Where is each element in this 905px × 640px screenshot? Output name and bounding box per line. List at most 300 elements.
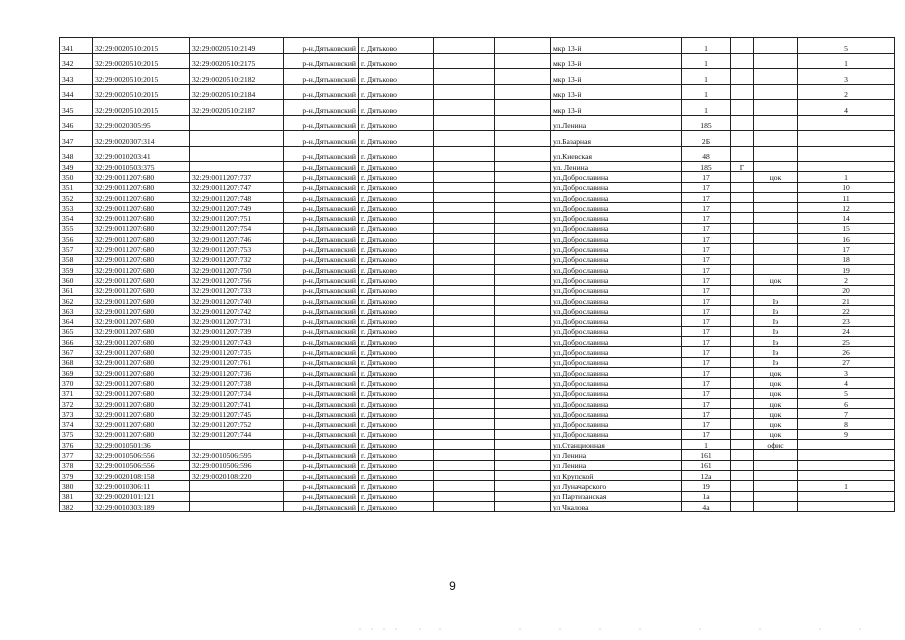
apartment-number-cell <box>798 440 895 450</box>
building-letter-cell <box>731 254 754 264</box>
empty-cell <box>434 378 495 388</box>
district-cell: р-н.Дятьковский <box>284 192 359 202</box>
empty-cell <box>495 244 551 254</box>
premises-cadastral-number-cell: 32:29:0011207:738 <box>190 378 284 388</box>
apartment-number-cell: 2 <box>798 84 895 100</box>
empty-cell <box>495 84 551 100</box>
city-cell: г. Дятьково <box>359 234 434 244</box>
floor-note-cell <box>754 192 798 202</box>
floor-note-cell <box>754 100 798 116</box>
district-cell: р-н.Дятьковский <box>284 357 359 367</box>
district-cell: р-н.Дятьковский <box>284 84 359 100</box>
cadastral-number-cell: 32:29:0011207:680 <box>93 306 190 316</box>
house-number-cell: 17 <box>682 378 731 388</box>
city-cell: г. Дятьково <box>359 162 434 172</box>
table-row <box>60 285 895 295</box>
house-number-cell: 185 <box>682 162 731 172</box>
empty-cell <box>434 481 495 491</box>
cadastral-number-cell: 32:29:0011207:680 <box>93 182 190 192</box>
cadastral-number-cell: 32:29:0010203:41 <box>93 146 190 162</box>
district-cell: р-н.Дятьковский <box>284 388 359 398</box>
city-cell: г. Дятьково <box>359 450 434 460</box>
floor-note-cell <box>754 470 798 480</box>
table-row <box>60 419 895 429</box>
city-cell: г. Дятьково <box>359 357 434 367</box>
premises-cadastral-number-cell: 32:29:0011207:731 <box>190 316 284 326</box>
table-row <box>60 481 895 491</box>
apartment-number-cell: 17 <box>798 244 895 254</box>
city-cell: г. Дятьково <box>359 213 434 223</box>
street-cell: ул Партизанская <box>551 491 682 501</box>
building-letter-cell <box>731 223 754 233</box>
empty-cell <box>495 460 551 470</box>
premises-cadastral-number-cell: 32:29:0011207:761 <box>190 357 284 367</box>
cadastral-number-cell: 32:29:0011207:680 <box>93 388 190 398</box>
cadastral-number-cell: 32:29:0020510:2015 <box>93 84 190 100</box>
street-cell: мкр 13-й <box>551 53 682 69</box>
house-number-cell: 17 <box>682 234 731 244</box>
empty-cell <box>434 115 495 131</box>
house-number-cell: 17 <box>682 398 731 408</box>
district-cell: р-н.Дятьковский <box>284 223 359 233</box>
apartment-number-cell <box>798 115 895 131</box>
district-cell: р-н.Дятьковский <box>284 182 359 192</box>
city-cell: г. Дятьково <box>359 254 434 264</box>
district-cell: р-н.Дятьковский <box>284 378 359 388</box>
house-number-cell: 17 <box>682 192 731 202</box>
street-cell: мкр 13-й <box>551 100 682 116</box>
street-cell: ул.Станционная <box>551 440 682 450</box>
building-letter-cell <box>731 440 754 450</box>
row-number-cell: 381 <box>60 491 93 501</box>
district-cell: р-н.Дятьковский <box>284 295 359 305</box>
district-cell: р-н.Дятьковский <box>284 419 359 429</box>
row-number-cell: 355 <box>60 223 93 233</box>
house-number-cell: 17 <box>682 409 731 419</box>
table-row <box>60 501 895 511</box>
empty-cell <box>434 244 495 254</box>
street-cell: мкр 13-й <box>551 84 682 100</box>
row-number-cell: 364 <box>60 316 93 326</box>
premises-cadastral-number-cell: 32:29:0020510:2182 <box>190 69 284 85</box>
district-cell: р-н.Дятьковский <box>284 440 359 450</box>
cadastral-number-cell: 32:29:0011207:680 <box>93 337 190 347</box>
apartment-number-cell: 4 <box>798 100 895 116</box>
empty-cell <box>495 162 551 172</box>
floor-note-cell: Iэ <box>754 306 798 316</box>
row-number-cell: 352 <box>60 192 93 202</box>
floor-note-cell: цок <box>754 398 798 408</box>
premises-cadastral-number-cell: 32:29:0020510:2187 <box>190 100 284 116</box>
empty-cell <box>495 213 551 223</box>
apartment-number-cell: 9 <box>798 429 895 439</box>
empty-cell <box>434 131 495 147</box>
premises-cadastral-number-cell: 32:29:0011207:756 <box>190 275 284 285</box>
empty-cell <box>495 357 551 367</box>
table-row <box>60 306 895 316</box>
apartment-number-cell <box>798 460 895 470</box>
street-cell: ул.Доброславина <box>551 244 682 254</box>
premises-cadastral-number-cell: 32:29:0011207:751 <box>190 213 284 223</box>
street-cell: ул.Доброславина <box>551 306 682 316</box>
street-cell: ул.Доброславина <box>551 316 682 326</box>
floor-note-cell <box>754 460 798 470</box>
house-number-cell: 17 <box>682 326 731 336</box>
city-cell: г. Дятьково <box>359 316 434 326</box>
cadastral-number-cell: 32:29:0020101:121 <box>93 491 190 501</box>
house-number-cell: 17 <box>682 254 731 264</box>
floor-note-cell: цок <box>754 419 798 429</box>
row-number-cell: 370 <box>60 378 93 388</box>
house-number-cell: 1 <box>682 100 731 116</box>
empty-cell <box>495 306 551 316</box>
district-cell: р-н.Дятьковский <box>284 213 359 223</box>
empty-cell <box>434 337 495 347</box>
district-cell: р-н.Дятьковский <box>284 244 359 254</box>
row-number-cell: 344 <box>60 84 93 100</box>
street-cell: ул.Доброславина <box>551 192 682 202</box>
empty-cell <box>434 491 495 501</box>
house-number-cell: 17 <box>682 285 731 295</box>
empty-cell <box>434 285 495 295</box>
city-cell: г. Дятьково <box>359 264 434 274</box>
empty-cell <box>434 182 495 192</box>
floor-note-cell: цок <box>754 409 798 419</box>
district-cell: р-н.Дятьковский <box>284 234 359 244</box>
house-number-cell: 17 <box>682 419 731 429</box>
floor-note-cell: Iэ <box>754 295 798 305</box>
city-cell: г. Дятьково <box>359 223 434 233</box>
apartment-number-cell: 7 <box>798 409 895 419</box>
row-number-cell: 358 <box>60 254 93 264</box>
street-cell: ул.Доброславина <box>551 223 682 233</box>
floor-note-cell <box>754 203 798 213</box>
row-number-cell: 356 <box>60 234 93 244</box>
district-cell: р-н.Дятьковский <box>284 285 359 295</box>
building-letter-cell <box>731 378 754 388</box>
row-number-cell: 342 <box>60 53 93 69</box>
building-letter-cell <box>731 38 754 54</box>
table-row <box>60 357 895 367</box>
empty-cell <box>495 440 551 450</box>
building-letter-cell <box>731 419 754 429</box>
apartment-number-cell <box>798 146 895 162</box>
cadastral-number-cell: 32:29:0011207:680 <box>93 357 190 367</box>
city-cell: г. Дятьково <box>359 131 434 147</box>
empty-cell <box>495 481 551 491</box>
table-row <box>60 254 895 264</box>
empty-cell <box>434 470 495 480</box>
street-cell: ул.Доброславина <box>551 326 682 336</box>
table-row <box>60 146 895 162</box>
empty-cell <box>495 491 551 501</box>
row-number-cell: 361 <box>60 285 93 295</box>
cadastral-number-cell: 32:29:0011207:680 <box>93 192 190 202</box>
cadastral-number-cell: 32:29:0011207:680 <box>93 264 190 274</box>
apartment-number-cell: 27 <box>798 357 895 367</box>
row-number-cell: 380 <box>60 481 93 491</box>
city-cell: г. Дятьково <box>359 440 434 450</box>
street-cell: ул.Доброславина <box>551 172 682 182</box>
empty-cell <box>495 69 551 85</box>
empty-cell <box>434 357 495 367</box>
apartment-number-cell: 24 <box>798 326 895 336</box>
premises-cadastral-number-cell: 32:29:0011207:744 <box>190 429 284 439</box>
building-letter-cell <box>731 306 754 316</box>
street-cell: ул.Доброславина <box>551 254 682 264</box>
floor-note-cell: Iэ <box>754 347 798 357</box>
empty-cell <box>434 100 495 116</box>
building-letter-cell <box>731 491 754 501</box>
empty-cell <box>495 285 551 295</box>
building-letter-cell <box>731 100 754 116</box>
street-cell: ул Луначарского <box>551 481 682 491</box>
building-letter-cell <box>731 429 754 439</box>
empty-cell <box>495 182 551 192</box>
empty-cell <box>495 419 551 429</box>
table-row <box>60 429 895 439</box>
district-cell: р-н.Дятьковский <box>284 337 359 347</box>
row-number-cell: 382 <box>60 501 93 511</box>
premises-cadastral-number-cell: 32:29:0011207:753 <box>190 244 284 254</box>
building-letter-cell <box>731 84 754 100</box>
table-row <box>60 192 895 202</box>
city-cell: г. Дятьково <box>359 100 434 116</box>
apartment-number-cell <box>798 501 895 511</box>
row-number-cell: 347 <box>60 131 93 147</box>
house-number-cell: 17 <box>682 306 731 316</box>
premises-cadastral-number-cell: 32:29:0011207:746 <box>190 234 284 244</box>
empty-cell <box>434 450 495 460</box>
street-cell: ул.Доброславина <box>551 398 682 408</box>
street-cell: ул. Ленина <box>551 162 682 172</box>
building-letter-cell <box>731 326 754 336</box>
street-cell: ул.Киевская <box>551 146 682 162</box>
district-cell: р-н.Дятьковский <box>284 275 359 285</box>
district-cell: р-н.Дятьковский <box>284 254 359 264</box>
apartment-number-cell: 20 <box>798 285 895 295</box>
district-cell: р-н.Дятьковский <box>284 38 359 54</box>
house-number-cell: 1 <box>682 53 731 69</box>
house-number-cell: 17 <box>682 244 731 254</box>
floor-note-cell <box>754 264 798 274</box>
empty-cell <box>495 398 551 408</box>
empty-cell <box>434 419 495 429</box>
empty-cell <box>434 460 495 470</box>
apartment-number-cell <box>798 162 895 172</box>
row-number-cell: 376 <box>60 440 93 450</box>
floor-note-cell <box>754 146 798 162</box>
cadastral-number-cell: 32:29:0010303:189 <box>93 501 190 511</box>
premises-cadastral-number-cell <box>190 146 284 162</box>
district-cell: р-н.Дятьковский <box>284 306 359 316</box>
table-row <box>60 367 895 377</box>
premises-cadastral-number-cell: 32:29:0011207:734 <box>190 388 284 398</box>
apartment-number-cell: 11 <box>798 192 895 202</box>
house-number-cell: 17 <box>682 172 731 182</box>
district-cell: р-н.Дятьковский <box>284 347 359 357</box>
floor-note-cell <box>754 84 798 100</box>
premises-cadastral-number-cell: 32:29:0011207:748 <box>190 192 284 202</box>
floor-note-cell: Iэ <box>754 326 798 336</box>
floor-note-cell <box>754 244 798 254</box>
empty-cell <box>434 306 495 316</box>
empty-cell <box>434 162 495 172</box>
table-row <box>60 295 895 305</box>
empty-cell <box>434 203 495 213</box>
empty-cell <box>495 223 551 233</box>
row-number-cell: 366 <box>60 337 93 347</box>
house-number-cell: 48 <box>682 146 731 162</box>
apartment-number-cell: 10 <box>798 182 895 192</box>
street-cell: ул.Доброславина <box>551 182 682 192</box>
street-cell: ул Ленина <box>551 450 682 460</box>
building-letter-cell <box>731 203 754 213</box>
street-cell: мкр 13-й <box>551 69 682 85</box>
registry-sheet <box>59 37 895 512</box>
floor-note-cell: цок <box>754 378 798 388</box>
city-cell: г. Дятьково <box>359 367 434 377</box>
house-number-cell: 17 <box>682 213 731 223</box>
apartment-number-cell: 18 <box>798 254 895 264</box>
house-number-cell: 17 <box>682 203 731 213</box>
empty-cell <box>434 172 495 182</box>
cadastral-number-cell: 32:29:0020510:2015 <box>93 100 190 116</box>
table-row <box>60 326 895 336</box>
row-number-cell: 379 <box>60 470 93 480</box>
empty-cell <box>434 84 495 100</box>
street-cell: ул Ленина <box>551 460 682 470</box>
apartment-number-cell: 19 <box>798 264 895 274</box>
city-cell: г. Дятьково <box>359 53 434 69</box>
street-cell: ул.Доброславина <box>551 419 682 429</box>
empty-cell <box>434 429 495 439</box>
cadastral-number-cell: 32:29:0010506:556 <box>93 450 190 460</box>
district-cell: р-н.Дятьковский <box>284 131 359 147</box>
house-number-cell: 12а <box>682 470 731 480</box>
floor-note-cell <box>754 182 798 192</box>
empty-cell <box>434 398 495 408</box>
empty-cell <box>495 409 551 419</box>
house-number-cell: 161 <box>682 450 731 460</box>
premises-cadastral-number-cell: 32:29:0020510:2184 <box>190 84 284 100</box>
premises-cadastral-number-cell: 32:29:0020108:220 <box>190 470 284 480</box>
district-cell: р-н.Дятьковский <box>284 367 359 377</box>
row-number-cell: 377 <box>60 450 93 460</box>
premises-cadastral-number-cell <box>190 481 284 491</box>
city-cell: г. Дятьково <box>359 38 434 54</box>
city-cell: г. Дятьково <box>359 337 434 347</box>
cadastral-number-cell: 32:29:0010306:11 <box>93 481 190 491</box>
empty-cell <box>495 367 551 377</box>
city-cell: г. Дятьково <box>359 182 434 192</box>
empty-cell <box>495 470 551 480</box>
premises-cadastral-number-cell: 32:29:0011207:739 <box>190 326 284 336</box>
floor-note-cell <box>754 223 798 233</box>
table-row <box>60 398 895 408</box>
premises-cadastral-number-cell: 32:29:0020510:2175 <box>190 53 284 69</box>
premises-cadastral-number-cell: 32:29:0011207:736 <box>190 367 284 377</box>
street-cell: ул.Доброславина <box>551 429 682 439</box>
registry-rows <box>60 38 895 512</box>
table-row <box>60 347 895 357</box>
table-row <box>60 131 895 147</box>
floor-note-cell <box>754 501 798 511</box>
cadastral-number-cell: 32:29:0011207:680 <box>93 254 190 264</box>
empty-cell <box>495 347 551 357</box>
cadastral-number-cell: 32:29:0011207:680 <box>93 275 190 285</box>
street-cell: ул.Доброславина <box>551 409 682 419</box>
row-number-cell: 373 <box>60 409 93 419</box>
row-number-cell: 374 <box>60 419 93 429</box>
floor-note-cell: Iэ <box>754 316 798 326</box>
floor-note-cell <box>754 38 798 54</box>
city-cell: г. Дятьково <box>359 398 434 408</box>
city-cell: г. Дятьково <box>359 491 434 501</box>
building-letter-cell <box>731 357 754 367</box>
house-number-cell: 161 <box>682 460 731 470</box>
floor-note-cell: цок <box>754 172 798 182</box>
building-letter-cell <box>731 450 754 460</box>
apartment-number-cell <box>798 491 895 501</box>
cadastral-number-cell: 32:29:0011207:680 <box>93 347 190 357</box>
row-number-cell: 363 <box>60 306 93 316</box>
city-cell: г. Дятьково <box>359 69 434 85</box>
building-letter-cell <box>731 146 754 162</box>
row-number-cell: 343 <box>60 69 93 85</box>
scan-artifact-dots <box>0 626 905 632</box>
floor-note-cell <box>754 69 798 85</box>
house-number-cell: 17 <box>682 316 731 326</box>
premises-cadastral-number-cell: 32:29:0011207:740 <box>190 295 284 305</box>
table-row <box>60 409 895 419</box>
floor-note-cell: офис <box>754 440 798 450</box>
city-cell: г. Дятьково <box>359 429 434 439</box>
building-letter-cell <box>731 115 754 131</box>
district-cell: р-н.Дятьковский <box>284 429 359 439</box>
premises-cadastral-number-cell: 32:29:0011207:742 <box>190 306 284 316</box>
city-cell: г. Дятьково <box>359 501 434 511</box>
district-cell: р-н.Дятьковский <box>284 491 359 501</box>
empty-cell <box>434 234 495 244</box>
city-cell: г. Дятьково <box>359 192 434 202</box>
apartment-number-cell <box>798 450 895 460</box>
apartment-number-cell: 5 <box>798 388 895 398</box>
city-cell: г. Дятьково <box>359 347 434 357</box>
table-row <box>60 316 895 326</box>
row-number-cell: 357 <box>60 244 93 254</box>
empty-cell <box>434 69 495 85</box>
cadastral-number-cell: 32:29:0011207:680 <box>93 213 190 223</box>
district-cell: р-н.Дятьковский <box>284 326 359 336</box>
floor-note-cell <box>754 234 798 244</box>
floor-note-cell <box>754 491 798 501</box>
building-letter-cell <box>731 264 754 274</box>
apartment-number-cell: 26 <box>798 347 895 357</box>
cadastral-number-cell: 32:29:0011207:680 <box>93 316 190 326</box>
apartment-number-cell: 25 <box>798 337 895 347</box>
empty-cell <box>495 264 551 274</box>
apartment-number-cell: 14 <box>798 213 895 223</box>
table-row <box>60 470 895 480</box>
empty-cell <box>495 337 551 347</box>
house-number-cell: 17 <box>682 347 731 357</box>
street-cell: ул.Доброславина <box>551 264 682 274</box>
district-cell: р-н.Дятьковский <box>284 172 359 182</box>
district-cell: р-н.Дятьковский <box>284 146 359 162</box>
floor-note-cell <box>754 213 798 223</box>
floor-note-cell: цок <box>754 429 798 439</box>
